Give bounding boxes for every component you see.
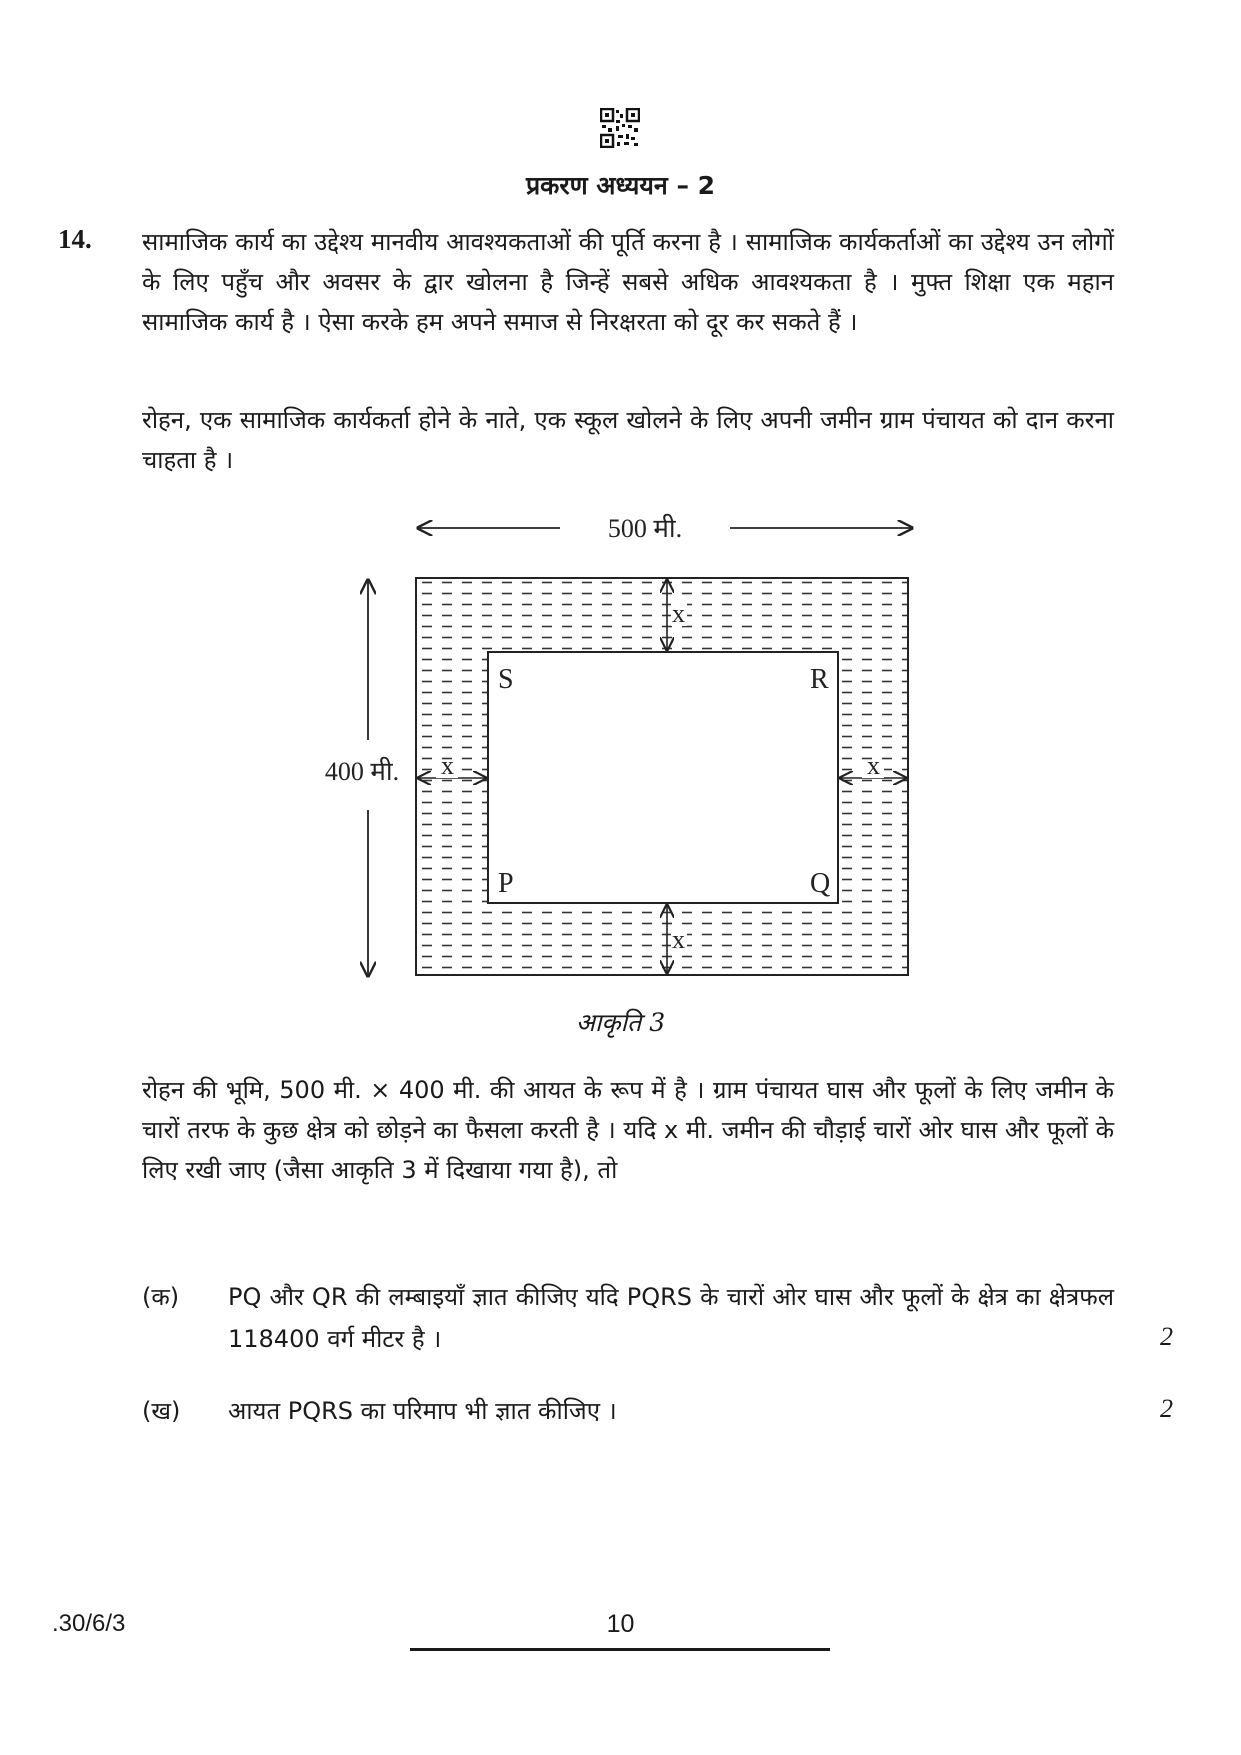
- intro-paragraph: सामाजिक कार्य का उद्देश्य मानवीय आवश्यकताओं की पूर्ति करना है । सामाजिक कार्यकर्ताओं का उद्देश्य उन लोगों के लिए पहुँच और अवसर के द्वार खोलना है जिन्हें सबसे अधिक आवश्यकता है । मुफ्त शिक्षा एक महान सामाजिक कार्य है । ऐसा करके हम अपने समाज से निरक्षरता को दूर कर सकते हैं ।: [142, 228, 1114, 336]
- corner-r: R: [810, 664, 829, 695]
- top-gap-label: x: [672, 599, 685, 628]
- height-label: 400 मी.: [324, 757, 400, 786]
- problem-paragraph: रोहन की भूमि, 500 मी. × 400 मी. की आयत के रूप में है । ग्राम पंचायत घास और फूलों के लिए जमीन के चारों तरफ के कुछ क्षेत्र को छोड़ने का फैसला करती है । यदि x मी. जमीन की चौड़ाई चारों ओर घास और फूलों के लिए रखी जाए (जैसा आकृति 3 में दिखाया गया है), तो: [142, 1076, 1114, 1184]
- part-a-text: PQ और QR की लम्बाइयाँ ज्ञात कीजिए यदि PQRS के चारों ओर घास और फूलों के क्षेत्र का क्षेत्रफल 118400 वर्ग मीटर है ।: [228, 1283, 1115, 1353]
- question-number: 14.: [58, 224, 92, 254]
- width-label: 500 मी.: [607, 514, 683, 543]
- paper-code: .30/6/3: [52, 1610, 126, 1637]
- right-gap-label: x: [867, 751, 880, 780]
- part-b-text: आयत PQRS का परिमाप भी ज्ञात कीजिए ।: [228, 1397, 617, 1425]
- figure-caption: आकृति 3: [575, 1008, 666, 1037]
- part-a-marks: 2: [1160, 1322, 1173, 1351]
- corner-p: P: [498, 868, 514, 899]
- qr-code: [600, 108, 640, 148]
- section-heading: प्रकरण अध्ययन – 2: [525, 171, 716, 200]
- footer-rule: [410, 1648, 830, 1651]
- inner-plot-pqrs: [488, 652, 838, 903]
- corner-s: S: [498, 664, 514, 695]
- page-number: 10: [606, 1610, 635, 1638]
- corner-q: Q: [810, 868, 831, 899]
- land-diagram: [300, 500, 940, 1000]
- bottom-gap-label: x: [672, 925, 685, 954]
- left-gap-label: x: [441, 751, 454, 780]
- part-b-label: (ख): [142, 1397, 181, 1425]
- context-paragraph: रोहन, एक सामाजिक कार्यकर्ता होने के नाते, एक स्कूल खोलने के लिए अपनी जमीन ग्राम पंचायत को दान करना चाहता है ।: [142, 406, 1114, 474]
- part-b-marks: 2: [1160, 1394, 1173, 1423]
- part-a-label: (क): [142, 1283, 180, 1311]
